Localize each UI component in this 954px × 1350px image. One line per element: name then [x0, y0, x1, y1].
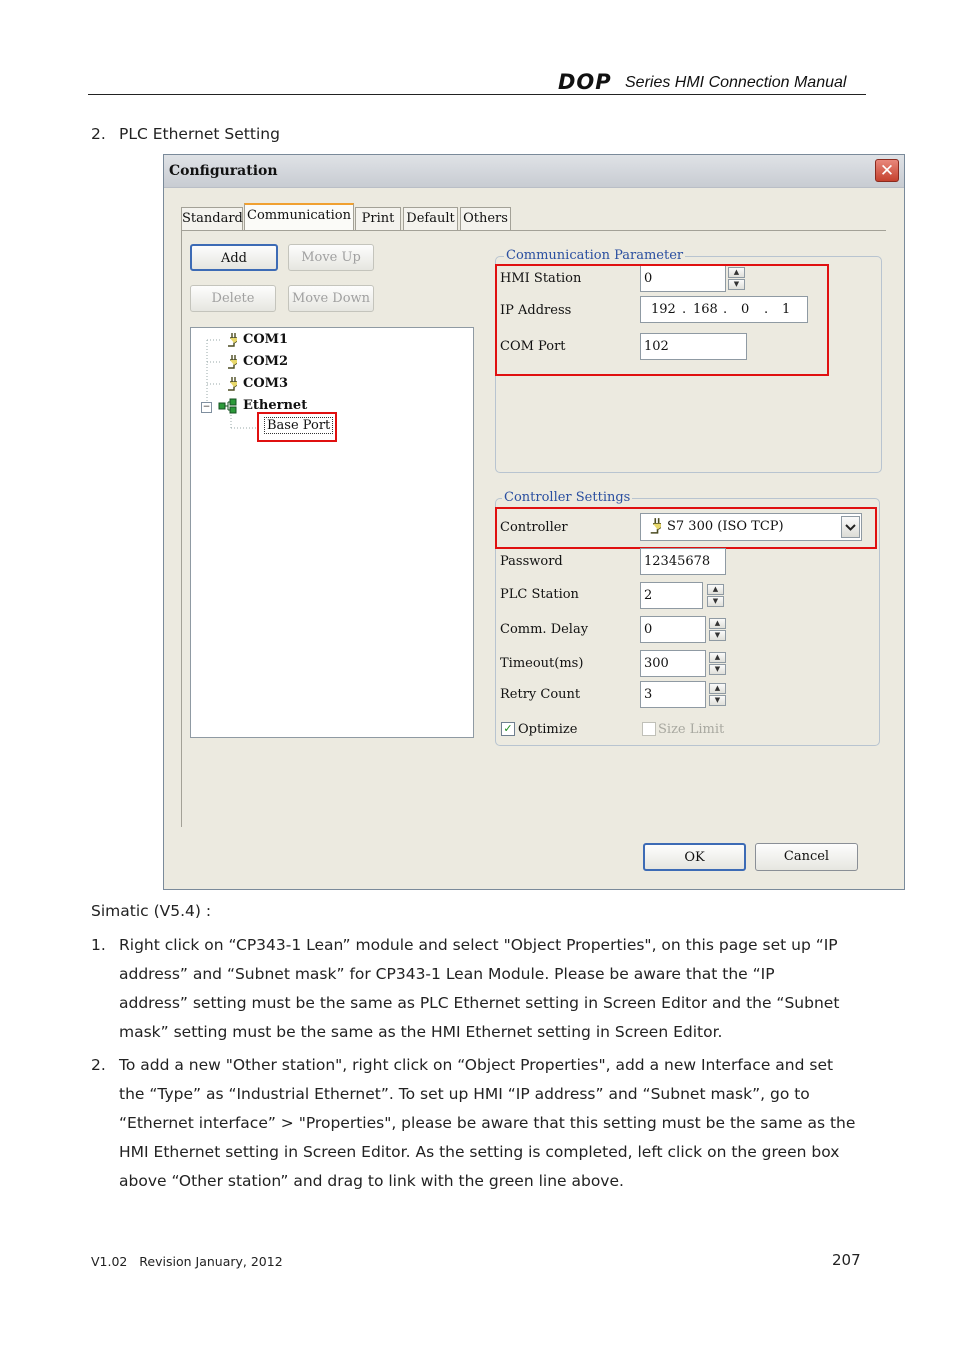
communication-parameter-legend: Communication Parameter: [506, 248, 684, 263]
section-heading: PLC Ethernet Setting: [119, 125, 280, 143]
dop-logo: DOP: [558, 70, 612, 94]
close-icon[interactable]: ✕: [875, 159, 899, 182]
manual-title: Series HMI Connection Manual: [625, 74, 847, 91]
tree-item-com3[interactable]: COM3: [243, 376, 289, 391]
simatic-heading: Simatic (V5.4) :: [91, 902, 212, 920]
text-line: address” and “Subnet mask” for CP343-1 Lean Module. Please be aware that the “IP: [119, 965, 775, 983]
step-number: 1.: [91, 936, 106, 954]
highlight-base-port: [257, 412, 337, 442]
hmi-station-spinner[interactable]: ▲ ▼: [728, 267, 745, 290]
plc-station-label: PLC Station: [500, 587, 579, 602]
collapse-icon[interactable]: −: [202, 402, 211, 412]
plug-icon: [223, 376, 237, 391]
text-line: the “Type” as “Industrial Ethernet”. To set up HMI “IP address” and “Subnet mask”, go to: [119, 1085, 810, 1103]
tab-communication[interactable]: Communication: [244, 203, 354, 231]
text-line: Right click on “CP343-1 Lean” module and select "Object Properties", on this page set up “IP: [119, 936, 838, 954]
text-line: mask” setting must be the same as the HMI Ethernet setting in Screen Editor.: [119, 1023, 723, 1041]
retry-count-spinner[interactable]: ▲ ▼: [709, 683, 726, 706]
step-2-text: [119, 1051, 879, 1196]
size-limit-label: Size Limit: [658, 722, 725, 737]
highlight-communication-parameter: [495, 264, 829, 376]
controller-settings-legend: Controller Settings: [504, 490, 631, 505]
plug-icon: [223, 332, 237, 347]
ip-octet-4: 1: [782, 302, 791, 317]
timeout-spinner[interactable]: ▲ ▼: [709, 652, 726, 675]
optimize-checkbox[interactable]: ✓: [501, 722, 515, 736]
retry-count-label: Retry Count: [500, 687, 581, 702]
step-1-text: [119, 931, 879, 1047]
tab-others[interactable]: Others: [460, 207, 511, 230]
ip-octet-3: 0: [741, 302, 750, 317]
retry-count-input[interactable]: 3: [640, 681, 706, 708]
move-down-button[interactable]: Move Down: [288, 285, 374, 312]
hmi-station-input[interactable]: 0: [640, 265, 726, 292]
plug-icon: [223, 354, 237, 369]
tab-standard[interactable]: Standard: [181, 207, 243, 230]
comm-delay-label: Comm. Delay: [500, 622, 589, 637]
text-line: HMI Ethernet setting in Screen Editor. As the setting is completed, left click on the green box: [119, 1143, 840, 1161]
controller-select[interactable]: S7 300 (ISO TCP): [640, 513, 862, 541]
ip-dot: .: [723, 302, 728, 317]
com-port-label: COM Port: [500, 339, 566, 354]
tab-print[interactable]: Print: [355, 207, 401, 230]
hmi-station-label: HMI Station: [500, 271, 582, 286]
plc-station-input[interactable]: 2: [640, 582, 703, 609]
highlight-controller: [495, 507, 877, 549]
tree-item-com2[interactable]: COM2: [243, 354, 289, 369]
dialog-titlebar: [164, 155, 904, 188]
tree-item-com1[interactable]: COM1: [243, 332, 289, 347]
section-number: 2.: [91, 125, 106, 143]
ip-octet-1: 192: [651, 302, 676, 317]
ok-button[interactable]: OK: [643, 843, 746, 871]
dialog-title: Configuration: [169, 163, 278, 179]
comm-delay-spinner[interactable]: ▲ ▼: [709, 618, 726, 641]
network-icon: [218, 398, 238, 414]
ip-octet-2: 168: [693, 302, 718, 317]
timeout-input[interactable]: 300: [640, 650, 706, 677]
revision-footer: V1.02 Revision January, 2012: [91, 1254, 283, 1269]
cancel-button[interactable]: Cancel: [755, 843, 858, 871]
password-input[interactable]: 12345678: [640, 548, 726, 575]
port-tree: [190, 327, 474, 738]
page-number: 207: [832, 1251, 861, 1269]
delete-button[interactable]: Delete: [190, 285, 276, 312]
ip-dot: .: [764, 302, 769, 317]
comm-delay-input[interactable]: 0: [640, 616, 706, 643]
step-number: 2.: [91, 1056, 106, 1074]
text-line: above “Other station” and drag to link with the green line above.: [119, 1172, 624, 1190]
text-line: “Ethernet interface” > "Properties", please be aware that this setting must be the same as the: [119, 1114, 856, 1132]
plc-station-spinner[interactable]: ▲ ▼: [707, 584, 724, 607]
ip-dot: .: [682, 302, 687, 317]
move-up-button[interactable]: Move Up: [288, 244, 374, 271]
tree-item-ethernet[interactable]: Ethernet: [243, 398, 308, 413]
optimize-label: Optimize: [518, 722, 578, 737]
size-limit-checkbox[interactable]: [642, 722, 656, 736]
text-line: To add a new "Other station", right click on “Object Properties", add a new Interface and set: [119, 1056, 834, 1074]
add-button[interactable]: Add: [190, 244, 278, 271]
timeout-label: Timeout(ms): [500, 656, 584, 671]
tree-item-base-port[interactable]: Base Port: [264, 417, 333, 434]
tab-default[interactable]: Default: [403, 207, 458, 230]
configuration-dialog: [163, 154, 905, 890]
header-rule: [88, 94, 866, 95]
ip-address-label: IP Address: [500, 303, 572, 318]
controller-label: Controller: [500, 520, 568, 535]
password-label: Password: [500, 554, 563, 569]
text-line: address” setting must be the same as PLC Ethernet setting in Screen Editor and the “Subnet: [119, 994, 840, 1012]
com-port-input[interactable]: 102: [640, 333, 747, 360]
